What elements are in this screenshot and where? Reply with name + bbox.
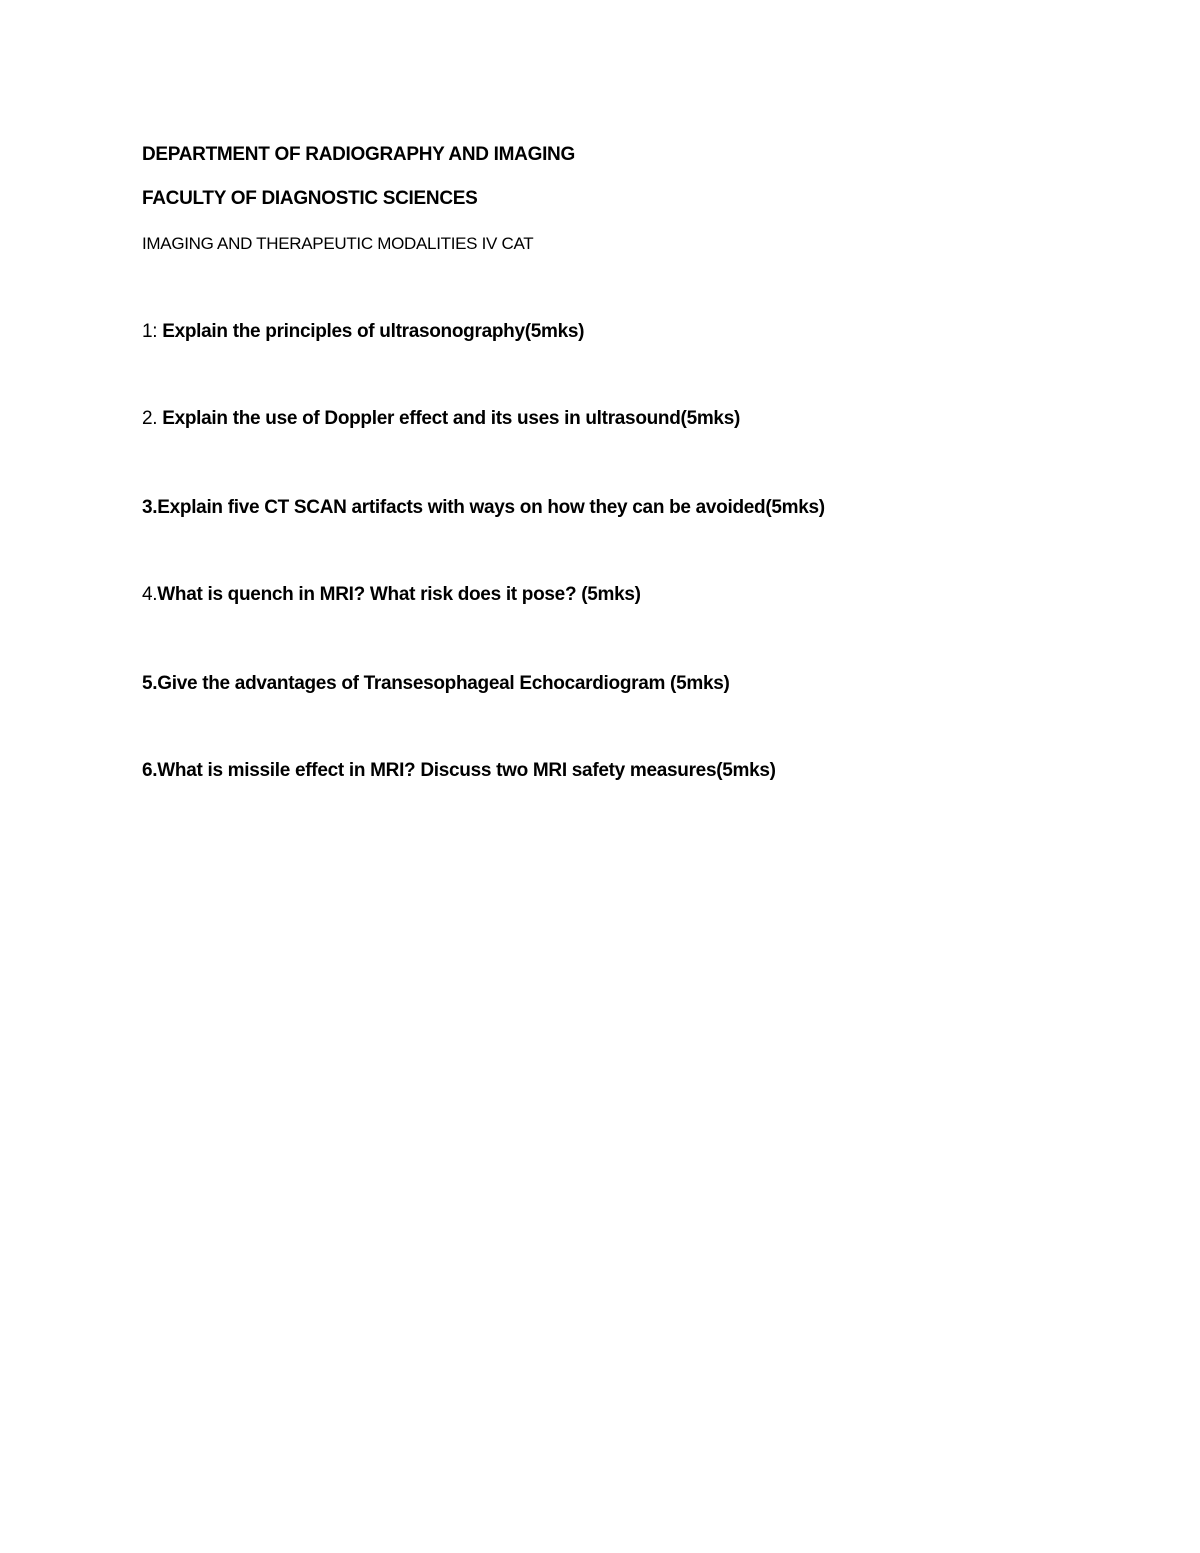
- question-number: 3.: [142, 497, 158, 518]
- department-heading: DEPARTMENT OF RADIOGRAPHY AND IMAGING: [142, 144, 575, 165]
- question-text: Explain the use of Doppler effect and its uses in ultrasound(5mks): [162, 408, 740, 429]
- question-number: 2.: [142, 408, 163, 429]
- question-text: Give the advantages of Transesophageal Echocardiogram (5mks): [157, 673, 730, 694]
- question-text: What is missile effect in MRI? Discuss two MRI safety measures(5mks): [157, 760, 776, 781]
- faculty-heading: FACULTY OF DIAGNOSTIC SCIENCES: [142, 188, 478, 209]
- question-number: 1:: [142, 321, 163, 342]
- question-4: [142, 583, 641, 607]
- question-6: [142, 759, 776, 783]
- course-title: IMAGING AND THERAPEUTIC MODALITIES IV CAT: [142, 234, 534, 253]
- question-number: 6.: [142, 760, 158, 781]
- question-text: Explain five CT SCAN artifacts with ways on how they can be avoided(5mks): [157, 497, 825, 518]
- question-number: 4.: [142, 584, 158, 605]
- question-number: 5.: [142, 673, 158, 694]
- question-text: Explain the principles of ultrasonography(5mks): [162, 321, 585, 342]
- question-2: [142, 407, 740, 431]
- question-5: [142, 672, 730, 696]
- question-1: [142, 320, 584, 344]
- question-3: [142, 496, 825, 520]
- question-text: What is quench in MRI? What risk does it pose? (5mks): [157, 584, 641, 605]
